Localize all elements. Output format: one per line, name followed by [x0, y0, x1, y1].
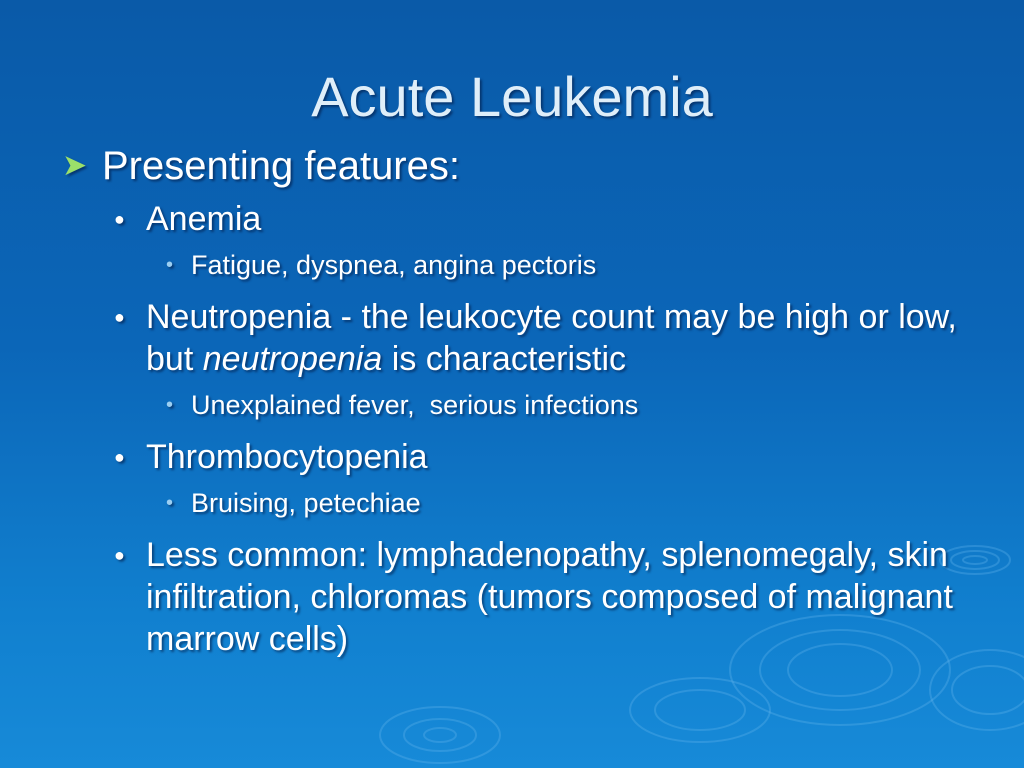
list-item-text: Less common: lymphadenopathy, splenomegaly, skin infiltration, chloromas (tumors composed of malignant marrow cells) — [146, 536, 953, 658]
list-item-anemia — [60, 198, 980, 240]
round-dot-icon: ● — [114, 307, 125, 327]
sub-item-text: Unexplained fever, serious infections — [191, 390, 639, 420]
sub-item-text: Bruising, petechiae — [191, 488, 421, 518]
sub-item-thrombocytopenia — [60, 484, 980, 522]
list-item-less-common — [60, 534, 980, 660]
list-item-text-before: Neutropenia - the leukocyte count may be high or low, but — [146, 298, 957, 378]
sub-item-neutropenia — [60, 386, 980, 424]
round-dot-icon: ● — [114, 545, 125, 565]
slide-body — [60, 140, 980, 666]
round-dot-icon: ● — [114, 447, 125, 467]
heading-presenting-features — [60, 140, 980, 192]
list-item-text-after: is characteristic — [382, 340, 627, 378]
list-item-text: Thrombocytopenia — [146, 438, 428, 476]
list-item-emphasis: neutropenia — [202, 340, 383, 378]
sub-item-text: Fatigue, dyspnea, angina pectoris — [191, 250, 597, 280]
round-dot-icon: ● — [114, 209, 125, 229]
small-dot-icon: • — [166, 394, 174, 416]
list-item-neutropenia — [60, 296, 980, 380]
heading-text: Presenting features: — [102, 144, 460, 188]
small-dot-icon: • — [166, 254, 174, 276]
list-item-thrombocytopenia — [60, 436, 980, 478]
arrowhead-icon: ➤ — [62, 149, 88, 182]
sub-item-anemia — [60, 246, 980, 284]
small-dot-icon: • — [166, 492, 174, 514]
slide-title: Acute Leukemia — [311, 65, 713, 128]
list-item-text: Anemia — [146, 200, 262, 238]
